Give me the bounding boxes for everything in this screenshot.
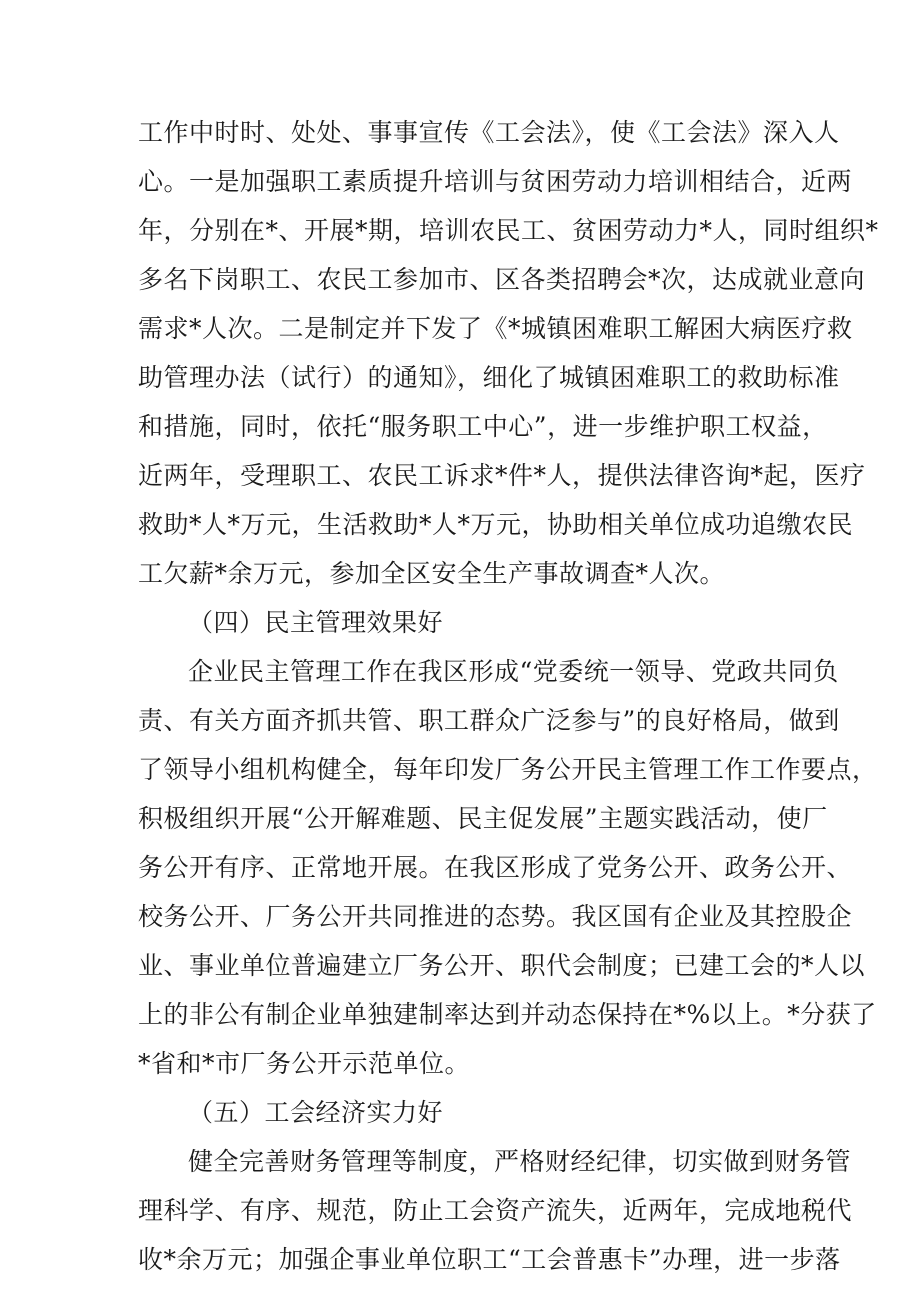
paragraph-line: 责、有关方面齐抓共管、职工群众广泛参与”的良好格局，做到	[138, 706, 840, 735]
paragraph-line: 心。一是加强职工素质提升培训与贫困劳动力培训相结合，近两	[138, 167, 853, 196]
paragraph-line: 积极组织开展“公开解难题、民主促发展”主题实践活动，使厂	[138, 804, 828, 833]
paragraph-line: 需求*人次。二是制定并下发了《*城镇困难职工解困大病医疗救	[138, 314, 853, 343]
paragraph-line: 工作中时时、处处、事事宣传《工会法》，使《工会法》深入人	[138, 118, 840, 147]
paragraph-line: 收*余万元；加强企事业单位职工“工会普惠卡”办理，进一步落	[138, 1245, 841, 1274]
paragraph-line: 了领导小组机构健全，每年印发厂务公开民主管理工作工作要点，	[138, 755, 878, 784]
paragraph-line: *省和*市厂务公开示范单位。	[138, 1049, 471, 1078]
paragraph-line: 企业民主管理工作在我区形成“党委统一领导、党政共同负	[188, 657, 839, 686]
paragraph-line: 救助*人*万元，生活救助*人*万元，协助相关单位成功追缴农民	[138, 510, 854, 539]
paragraph-line: 工欠薪*余万元，参加全区安全生产事故调查*人次。	[138, 559, 726, 588]
paragraph-line: 年，分别在*、开展*期，培训农民工、贫困劳动力*人，同时组织*	[138, 216, 879, 245]
paragraph-line: 务公开有序、正常地开展。在我区形成了党务公开、政务公开、	[138, 853, 853, 882]
paragraph-line: 上的非公有制企业单独建制率达到并动态保持在*%以上。*分获了	[138, 1000, 877, 1029]
section-heading-5: （五）工会经济实力好	[188, 1098, 444, 1127]
paragraph-line: 近两年，受理职工、农民工诉求*件*人，提供法律咨询*起，医疗	[138, 461, 866, 490]
paragraph-line: 健全完善财务管理等制度，严格财经纪律，切实做到财务管	[188, 1147, 852, 1176]
section-heading-4: （四）民主管理效果好	[188, 608, 444, 637]
paragraph-line: 业、事业单位普遍建立厂务公开、职代会制度；已建工会的*人以	[138, 951, 866, 980]
paragraph-line: 和措施，同时，依托“服务职工中心”，进一步维护职工权益，	[138, 412, 828, 441]
paragraph-line: 理科学、有序、规范，防止工会资产流失，近两年，完成地税代	[138, 1196, 853, 1225]
paragraph-line: 多名下岗职工、农民工参加市、区各类招聘会*次，达成就业意向	[138, 265, 866, 294]
paragraph-line: 校务公开、厂务公开共同推进的态势。我区国有企业及其控股企	[138, 902, 853, 931]
paragraph-line: 助管理办法（试行）的通知》，细化了城镇困难职工的救助标准	[138, 363, 840, 392]
